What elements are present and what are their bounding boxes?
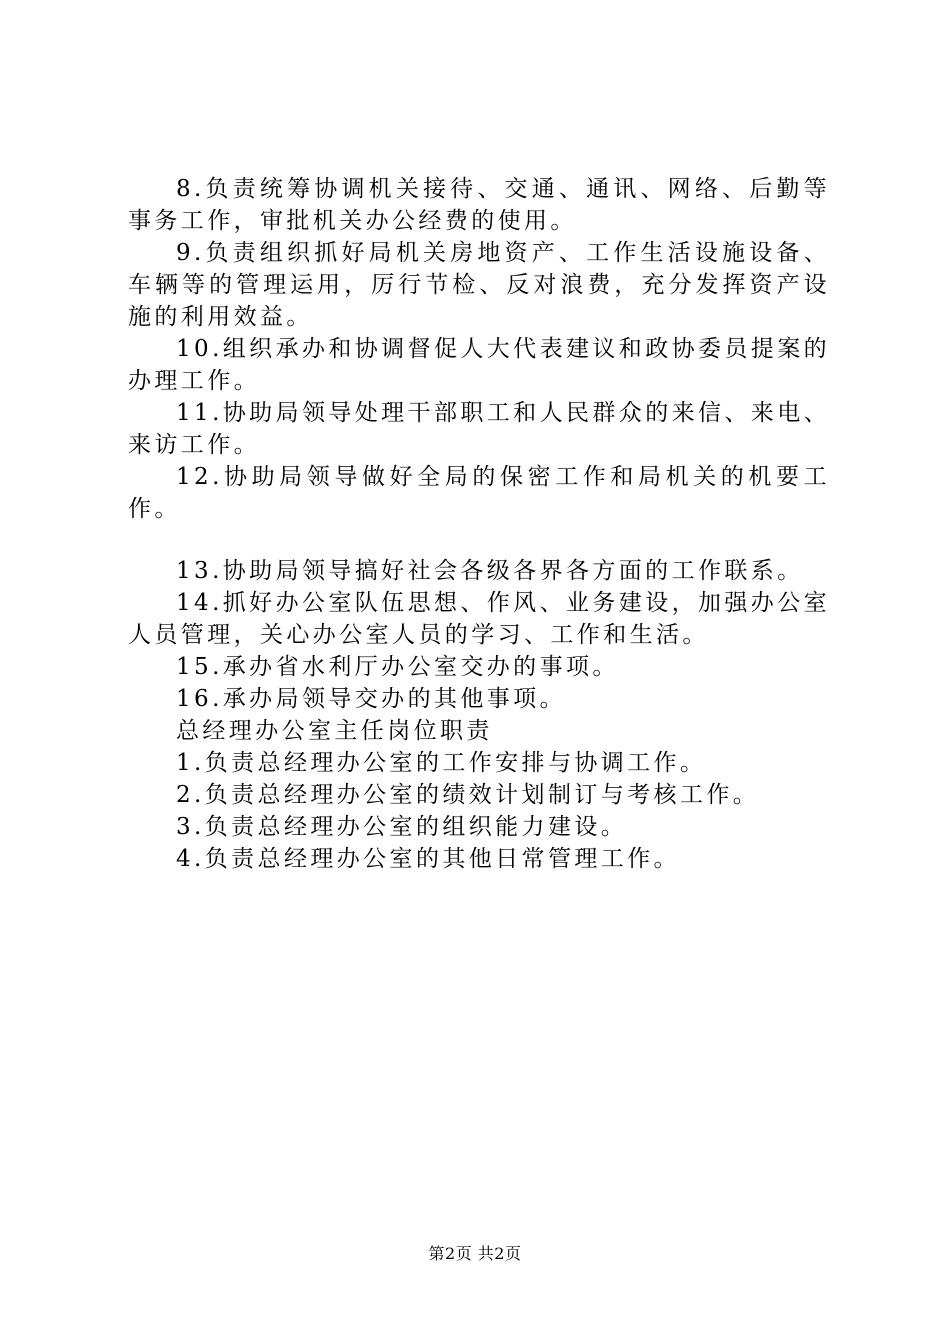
- paragraph-item-11: 11.协助局领导处理干部职工和人民群众的来信、来电、来访工作。: [128, 400, 830, 458]
- section-heading: 总经理办公室主任岗位职责: [176, 718, 493, 744]
- paragraph-item-10: 10.组织承办和协调督促人大代表建议和政协委员提案的办理工作。: [128, 336, 830, 394]
- paragraph-item-12: 12.协助局领导做好全局的保密工作和局机关的机要工作。: [128, 464, 830, 522]
- duty-item-4: 4.负责总经理办公室的其他日常管理工作。: [176, 846, 680, 872]
- page-number-footer: 第2页 共2页: [428, 1244, 522, 1263]
- paragraph-item-13: 13.协助局领导搞好社会各级各界各方面的工作联系。: [176, 558, 804, 584]
- duty-item-2: 2.负责总经理办公室的绩效计划制订与考核工作。: [176, 782, 760, 808]
- paragraph-item-16: 16.承办局领导交办的其他事项。: [176, 686, 566, 712]
- paragraph-item-15: 15.承办省水利厅办公室交办的事项。: [176, 654, 619, 680]
- duty-item-1: 1.负责总经理办公室的工作安排与协调工作。: [176, 750, 707, 776]
- paragraph-item-9: 9.负责组织抓好局机关房地资产、工作生活设施设备、车辆等的管理运用，厉行节检、反对浪费，充分发挥资产设施的利用效益。: [128, 240, 830, 330]
- paragraph-item-14: 14.抓好办公室队伍思想、作风、业务建设，加强办公室人员管理，关心办公室人员的学习、工作和生活。: [128, 590, 830, 648]
- document-body: [128, 173, 830, 875]
- paragraph-item-8: 8.负责统筹协调机关接待、交通、通讯、网络、后勤等事务工作，审批机关办公经费的使用。: [128, 176, 830, 234]
- duty-item-3: 3.负责总经理办公室的组织能力建设。: [176, 814, 628, 840]
